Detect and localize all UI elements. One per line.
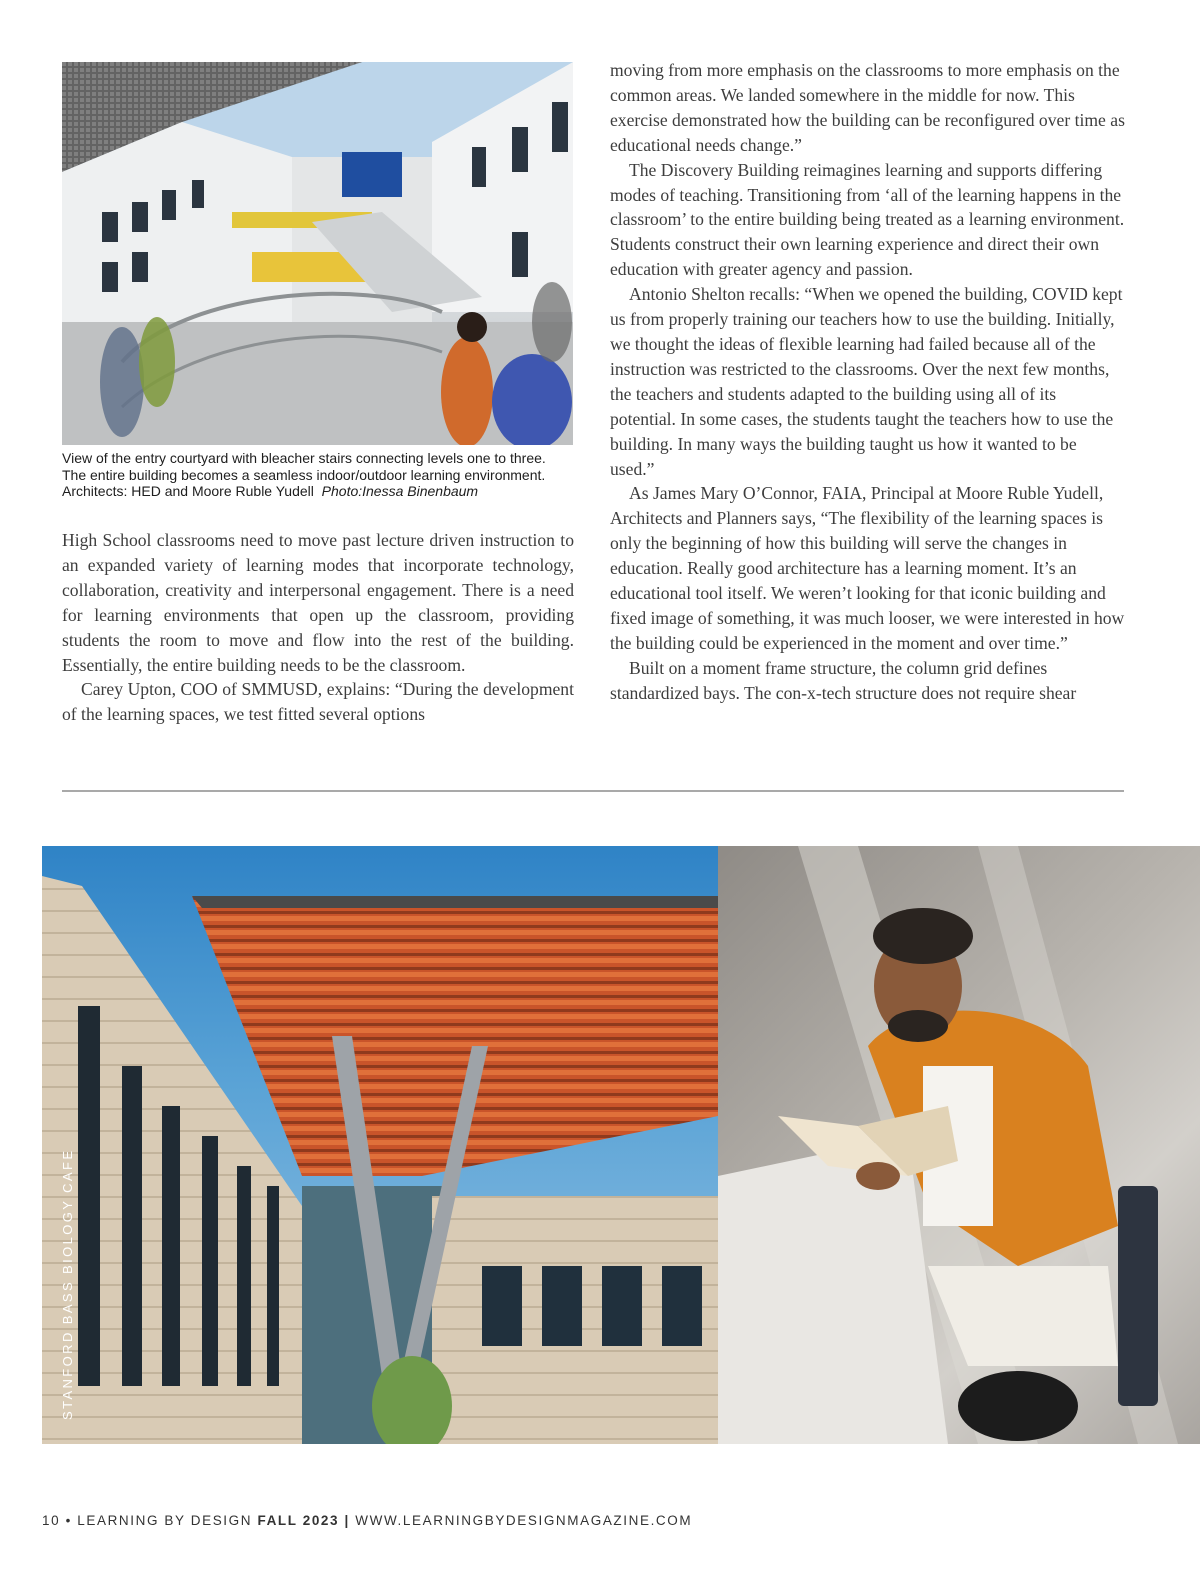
caption-line: The entire building becomes a seamless indoor/outdoor learning environment. (62, 466, 546, 483)
issue-label: FALL 2023 (257, 1513, 340, 1528)
caption-line-credits (62, 483, 582, 500)
paragraph: Built on a moment frame structure, the column grid defines standardized bays. The con-x-tech structure does not require shear (610, 657, 1077, 703)
section-divider (62, 790, 1124, 792)
paragraph: The Discovery Building reimagines learning and supports differing modes of teaching. Transitioning from ‘all of the learning happens in the classroom’ to the entire building being treated as a learning environment. Students construct their own learning experience and direct their own education with greater agency and passion. (610, 159, 1125, 280)
page-footer (42, 1513, 692, 1528)
paragraph: High School classrooms need to move past lecture driven instruction to an expanded variety of learning modes that incorporate technology, collaboration, creativity and interpersonal engagement. There is a need for learning environments that open up the classroom, providing students the room to move and flow into the rest of the building. Essentially, the entire building needs to be the classroom. (62, 530, 574, 675)
courtyard-photo (62, 62, 573, 445)
paragraph: moving from more emphasis on the classrooms to more emphasis on the common areas. We landed somewhere in the middle for now. This exercise demonstrated how the building can be reconfigured over time as educational needs change.” (610, 60, 1125, 155)
caption-line: View of the entry courtyard with bleacher stairs connecting levels one to three. (62, 450, 546, 466)
right-column (610, 58, 1125, 706)
website-link[interactable]: WWW.LEARNINGBYDESIGNMAGAZINE.COM (355, 1513, 693, 1528)
paragraph: Carey Upton, COO of SMMUSD, explains: “During the development of the learning spaces, we test fitted several options (62, 679, 574, 725)
photo-credit: Photo:Inessa Binenbaum (321, 483, 479, 499)
caption-architects: Architects: HED and Moore Ruble Yudell (62, 483, 314, 499)
page-number: 10 (42, 1513, 61, 1528)
left-column (62, 528, 574, 727)
photo-side-label: STANFORD BASS BIOLOGY CAFE (60, 1148, 75, 1420)
footer-separator: | (344, 1513, 350, 1528)
footer-bullet: • (65, 1513, 72, 1528)
publication-name: LEARNING BY DESIGN (77, 1513, 253, 1528)
building-photo (42, 846, 718, 1444)
reader-photo (718, 846, 1200, 1444)
photo-caption (62, 450, 582, 500)
paragraph: As James Mary O’Connor, FAIA, Principal at Moore Ruble Yudell, Architects and Planners says, “The flexibility of the learning spaces is only the beginning of how this building will serve the changes in education. Really good architecture has a learning moment. It’s an educational tool itself. We weren’t looking for that iconic building and fixed image of something, it was much looser, we were interested in how the building could be experienced in the moment and over time.” (610, 483, 1125, 653)
paragraph: Antonio Shelton recalls: “When we opened the building, COVID kept us from properly training our teachers how to use the building. Initially, we thought the ideas of flexible learning had failed because all of the instruction was restricted to the classrooms. Over the next few months, the teachers and students adapted to the building using all of its potential. In some cases, the students taught the teachers how to use the building. In many ways the building taught us how it wanted to be used.” (610, 284, 1123, 479)
